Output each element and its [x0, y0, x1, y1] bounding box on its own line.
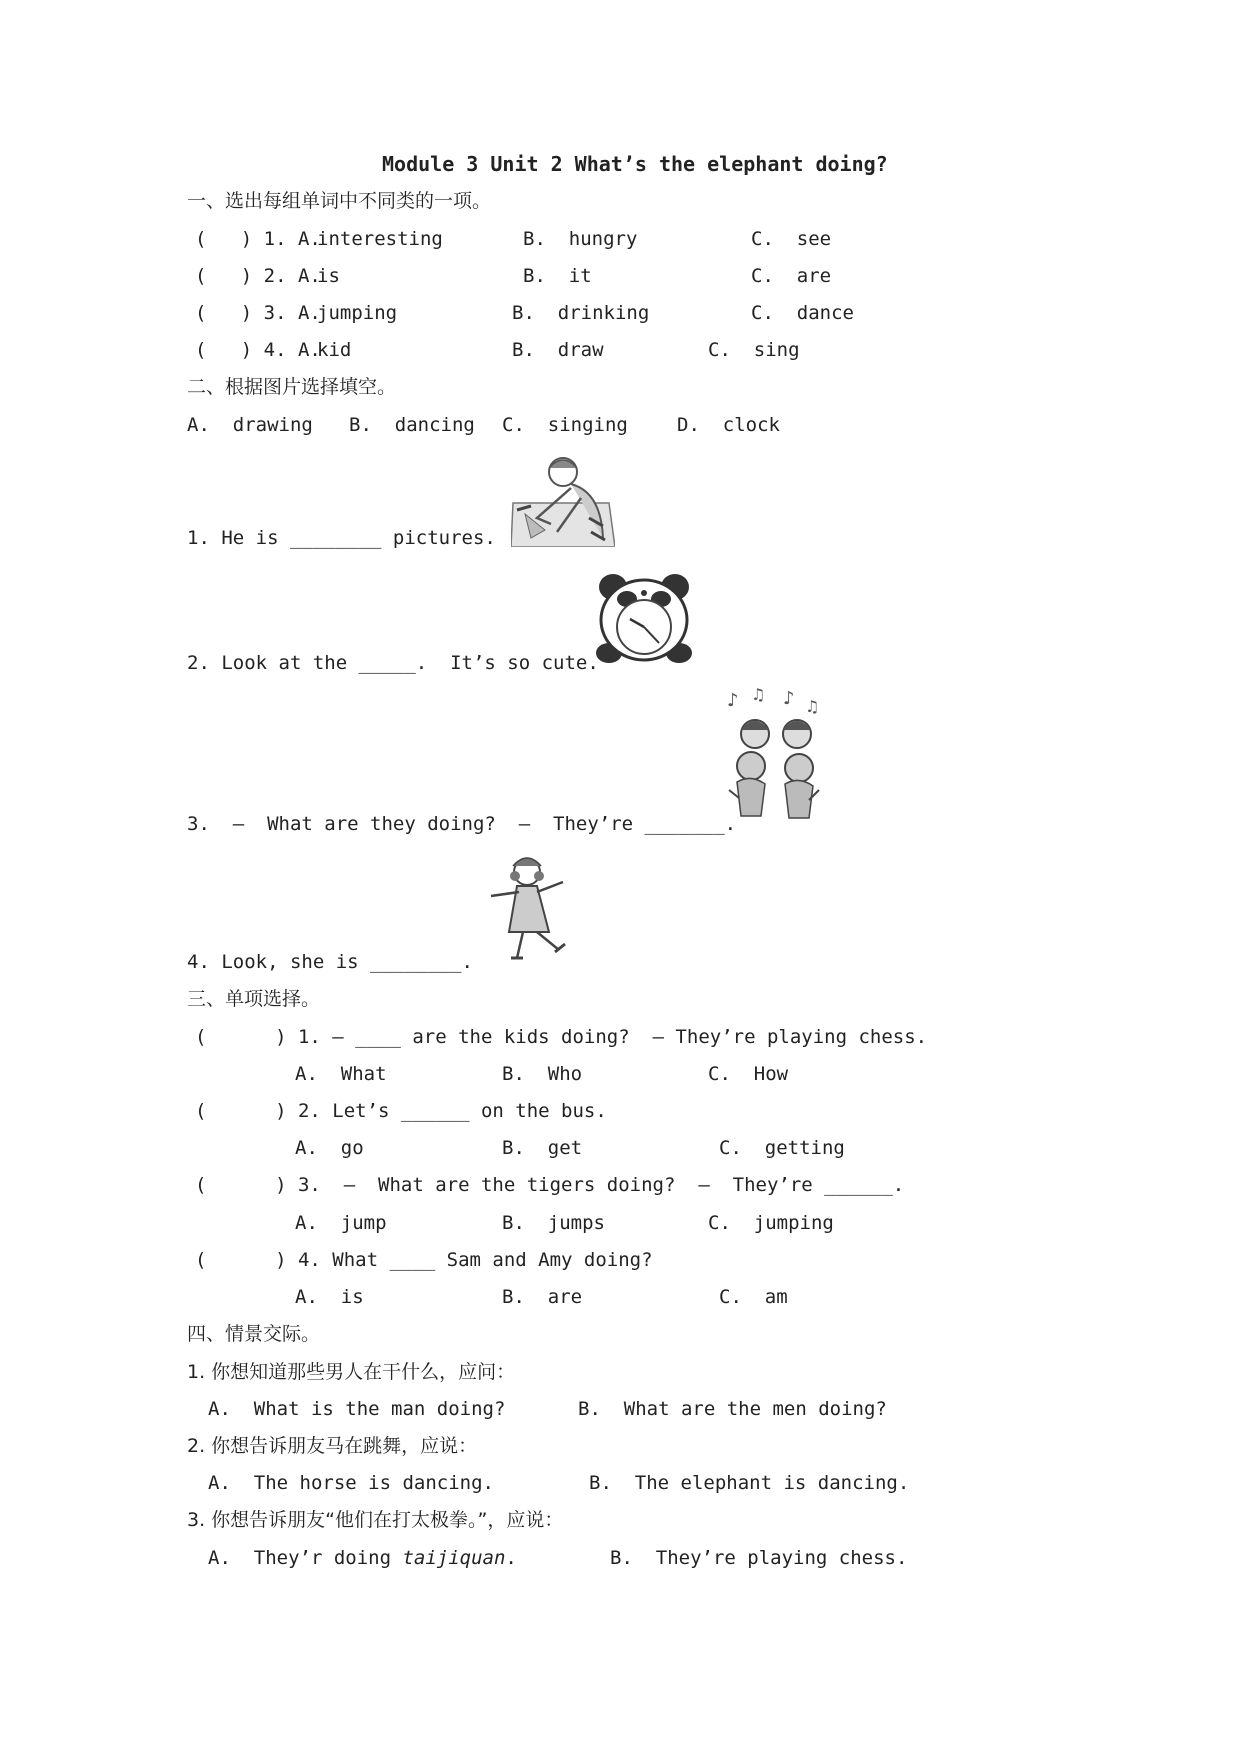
section-4-heading: 四、情景交际。 — [187, 1323, 321, 1345]
s4-q2-option-a: A. The horse is dancing. — [208, 1472, 494, 1494]
section-3-heading: 三、单项选择。 — [187, 988, 321, 1010]
s1-item-4-option-a: kid — [317, 339, 352, 361]
s4-q3-option-b: B. They’re playing chess. — [610, 1547, 908, 1569]
s1-item-1-option-c: C. see — [751, 228, 832, 250]
s3-question-4: ( ) 4. What ____ Sam and Amy doing? — [195, 1249, 653, 1271]
s3-q1-option-b: B. Who — [502, 1063, 583, 1085]
s2-question-2: 2. Look at the _____. It’s so cute. — [187, 652, 599, 674]
s1-item-4-option-b: B. draw — [512, 339, 604, 361]
s2-option-a: A. drawing — [187, 414, 313, 436]
s3-question-3: ( ) 3. – What are the tigers doing? – They’re ______. — [195, 1174, 905, 1196]
s4-question-2: 2. 你想告诉朋友马在跳舞，应说： — [187, 1435, 478, 1457]
s1-item-3-option-b: B. drinking — [512, 302, 650, 324]
girl-dancing-image — [485, 852, 575, 964]
s1-item-2-number: ( ) 2. A. — [195, 265, 321, 287]
s1-item-3-number: ( ) 3. A. — [195, 302, 321, 324]
s1-item-1-number: ( ) 1. A. — [195, 228, 321, 250]
s3-q1-option-a: A. What — [295, 1063, 387, 1085]
svg-text:♪: ♪ — [783, 688, 795, 709]
s1-item-1-option-a: interesting — [317, 228, 443, 250]
s3-question-2: ( ) 2. Let’s ______ on the bus. — [195, 1100, 607, 1122]
s2-option-d: D. clock — [677, 414, 780, 436]
s3-q2-option-a: A. go — [295, 1137, 364, 1159]
boy-drawing-image — [511, 448, 615, 547]
s1-item-2-option-a: is — [317, 265, 340, 287]
page-title: Module 3 Unit 2 What’s the elephant doing? — [382, 152, 888, 176]
s3-q3-option-b: B. jumps — [502, 1212, 605, 1234]
s1-item-3-option-a: jumping — [317, 302, 398, 324]
s4-q1-option-a: A. What is the man doing? — [208, 1398, 506, 1420]
s4-q3-option-a-text: A. They’r doing — [208, 1547, 403, 1569]
s2-option-c: C. singing — [502, 414, 628, 436]
s4-q3-option-a-italic: taijiquan — [402, 1547, 506, 1569]
s1-item-4-option-c: C. sing — [708, 339, 800, 361]
kids-singing-image — [721, 686, 827, 826]
s4-q3-option-a-end: . — [505, 1547, 517, 1569]
s4-q3-option-a — [208, 1546, 517, 1570]
s3-q3-option-c: C. jumping — [708, 1212, 834, 1234]
s3-q2-option-b: B. get — [502, 1137, 583, 1159]
svg-text:♪: ♪ — [727, 690, 739, 711]
s3-q4-option-b: B. are — [502, 1286, 583, 1308]
s1-item-2-option-b: B. it — [523, 265, 592, 287]
s3-q1-option-c: C. How — [708, 1063, 789, 1085]
s1-item-4-number: ( ) 4. A. — [195, 339, 321, 361]
s2-question-1: 1. He is ________ pictures. — [187, 527, 496, 549]
s4-q2-option-b: B. The elephant is dancing. — [589, 1472, 910, 1494]
s4-question-1: 1. 你想知道那些男人在干什么，应问： — [187, 1361, 516, 1383]
s3-q2-option-c: C. getting — [719, 1137, 845, 1159]
s2-question-3: 3. – What are they doing? – They’re _______. — [187, 813, 737, 835]
panda-clock-image — [595, 571, 693, 666]
s2-question-4: 4. Look, she is ________. — [187, 951, 473, 973]
s3-question-1: ( ) 1. – ____ are the kids doing? – They’re playing chess. — [195, 1026, 928, 1048]
s4-question-3: 3. 你想告诉朋友“他们在打太极拳。”，应说： — [187, 1509, 564, 1531]
section-2-heading: 二、根据图片选择填空。 — [187, 376, 397, 398]
s3-q4-option-a: A. is — [295, 1286, 364, 1308]
section-1-heading: 一、选出每组单词中不同类的一项。 — [187, 190, 492, 212]
s2-option-b: B. dancing — [349, 414, 475, 436]
s3-q3-option-a: A. jump — [295, 1212, 387, 1234]
svg-text:♫: ♫ — [751, 686, 766, 704]
s1-item-3-option-c: C. dance — [751, 302, 854, 324]
s1-item-1-option-b: B. hungry — [523, 228, 638, 250]
svg-text:♫: ♫ — [805, 697, 820, 716]
s3-q4-option-c: C. am — [719, 1286, 788, 1308]
s1-item-2-option-c: C. are — [751, 265, 832, 287]
s4-q1-option-b: B. What are the men doing? — [578, 1398, 887, 1420]
